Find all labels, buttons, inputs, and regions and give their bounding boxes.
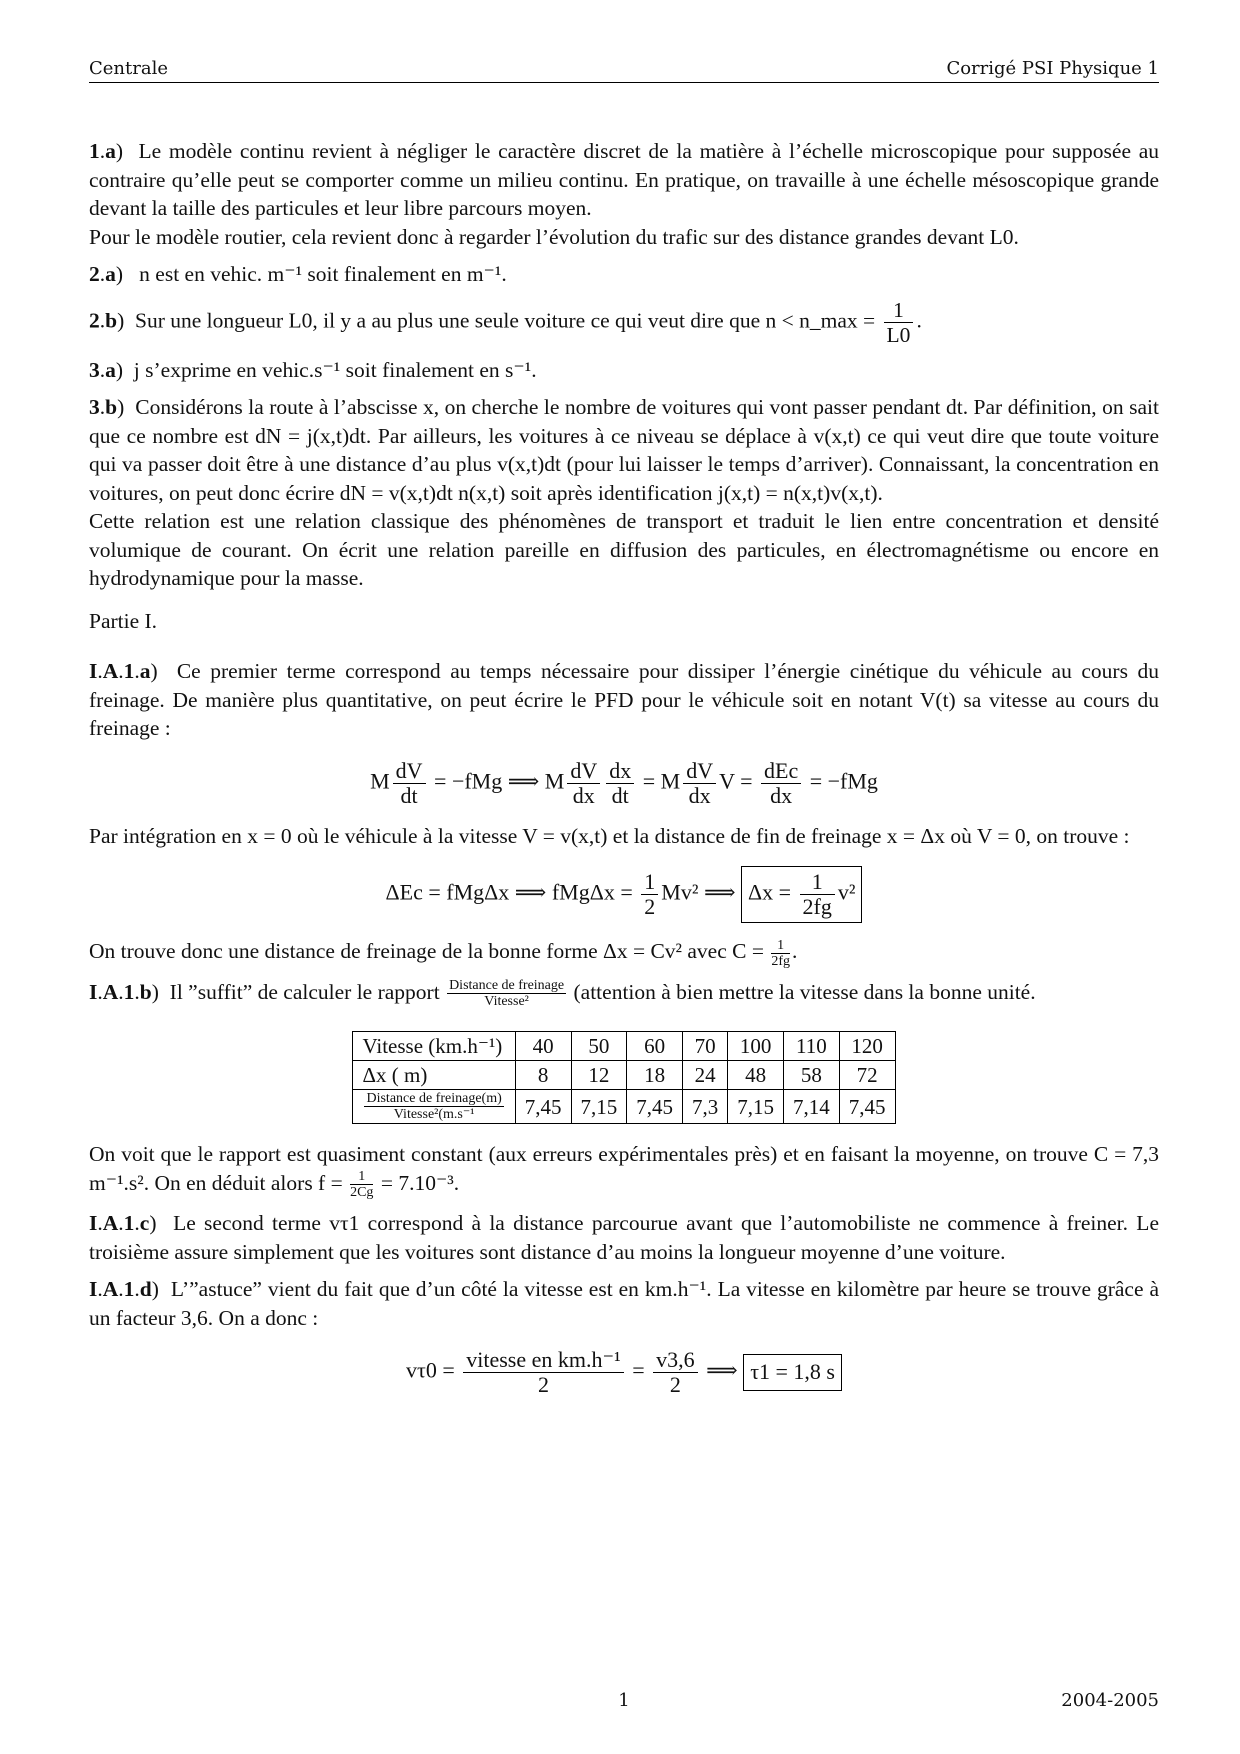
result-box-delta-x: Δx = $\frac{1}{2fg}$ v² <box>741 866 863 923</box>
q1a-paragraph-2: Pour le modèle routier, cela revient donc à regarder l’évolution du trafic sur des distance grandes devant L0. <box>89 224 1019 249</box>
ia1c-label: I.A.1.c) <box>89 1211 157 1236</box>
table-cell: 7,15 <box>728 1090 784 1124</box>
table-cell: 8 <box>515 1061 571 1090</box>
q2a-paragraph <box>89 260 1159 289</box>
table-cell: 120 <box>839 1032 895 1061</box>
equation-energy: ΔEc = fMgΔx ⟹ fMgΔx = $\frac{1}{2}$ Mv² ⟹ Δx = $\frac{1}{2fg}$ v² <box>89 866 1159 923</box>
ia1a-paragraph-3: On trouve donc une distance de freinage de la bonne forme Δx = Cv² avec C = $\frac{1}{2fg}$ . <box>89 937 798 969</box>
table-row <box>353 1090 895 1124</box>
q2a-text: n est en vehic. m⁻¹ soit finalement en m⁻¹. <box>139 262 507 286</box>
table-cell: 7,45 <box>515 1090 571 1124</box>
table-cell: 58 <box>784 1061 840 1090</box>
q3b-paragraph <box>89 393 1159 507</box>
header-right: Corrigé PSI Physique 1 <box>946 58 1159 79</box>
ia1c-paragraph: I.A.1.c) Le second terme vτ1 correspond à la distance parcourue avant que l’automobiliste ne commence à freiner. Le troisième assure simplement que les voitures sont distance d’au moins la longueur moyenne d’une voiture. <box>89 1211 1159 1264</box>
q3b-label: 3.b) <box>89 395 125 419</box>
table-cell: 40 <box>515 1032 571 1061</box>
footer-year: 2004-2005 <box>1061 1690 1159 1711</box>
q3a-text: j s’exprime en vehic.s⁻¹ soit finalement en s⁻¹. <box>133 357 537 382</box>
table-cell: 100 <box>728 1032 784 1061</box>
table-cell: 24 <box>683 1061 728 1090</box>
table-cell: 110 <box>784 1032 840 1061</box>
row-header: Distance de freinage(m) Vitesse²(m.s⁻¹ <box>353 1090 515 1124</box>
ia1a-text: Ce premier terme correspond au temps nécessaire pour dissiper l’énergie cinétique du véhicule au cours du freinage. De manière plus quantitative, on peut écrire le PFD pour le véhicule soit en notant V(t) sa vitesse au cours du freinage : <box>89 659 1160 740</box>
ia1a-label: I.A.1.a) <box>89 659 158 683</box>
ia1d-label: I.A.1.d) <box>89 1277 159 1302</box>
document-page <box>89 0 1159 1754</box>
row-header: Δx ( m) <box>353 1061 515 1090</box>
ia1b-paragraph: I.A.1.b) Il ”suffit” de calculer le rapport Distance de freinage Vitesse² (attention à bien mettre la vitesse dans la bonne unité. <box>89 978 1036 1010</box>
page-header <box>89 58 1159 83</box>
table-cell: 7,3 <box>683 1090 728 1124</box>
row-header: Vitesse (km.h⁻¹) <box>353 1032 515 1061</box>
table-cell: 72 <box>839 1061 895 1090</box>
table-cell: 12 <box>571 1061 627 1090</box>
q2b-paragraph: 2.b) Sur une longueur L0, il y a au plus une seule voiture ce qui veut dire que n < n_max = $\frac{1}{L0}$ . <box>89 297 922 347</box>
table-row <box>353 1032 895 1061</box>
table-cell: 50 <box>571 1032 627 1061</box>
ia1d-paragraph: I.A.1.d) L’”astuce” vient du fait que d’un côté la vitesse est en km.h⁻¹. La vitesse en kilomètre par heure se trouve grâce à un facteur 3,6. On a donc : <box>89 1277 1159 1330</box>
ia1b-label: I.A.1.b) <box>89 979 159 1004</box>
table-cell: 7,45 <box>839 1090 895 1124</box>
table-cell: 18 <box>627 1061 683 1090</box>
q2b-text: Sur une longueur L0, il y a au plus une seule voiture ce qui veut dire que n < n_max = <box>135 307 876 332</box>
table-cell: 48 <box>728 1061 784 1090</box>
q3a-label: 3.a) <box>89 357 124 382</box>
q2b-fraction: $\frac{1}{L0}$ <box>884 298 914 347</box>
table-cell: 7,45 <box>627 1090 683 1124</box>
table-cell: 7,14 <box>784 1090 840 1124</box>
table-cell: 7,15 <box>571 1090 627 1124</box>
q2b-label: 2.b) <box>89 307 125 332</box>
table-cell: 60 <box>627 1032 683 1061</box>
table-cell: 70 <box>683 1032 728 1061</box>
ia1a-paragraph <box>89 657 1159 743</box>
result-box-tau: τ1 = 1,8 s <box>743 1354 842 1391</box>
page-number: 1 <box>618 1690 630 1711</box>
q2a-label: 2.a) <box>89 262 124 286</box>
ia1a-paragraph-2: Par intégration en x = 0 où le véhicule à la vitesse V = v(x,t) et la distance de fin de freinage x = Δx où V = 0, on trouve : <box>89 823 1130 848</box>
q1a-paragraph <box>89 137 1159 223</box>
q1a-text: Le modèle continu revient à négliger le caractère discret de la matière à l’échelle microscopique pour supposée au contraire qu’elle peut se comporter comme un milieu continu. En pratique, on travaille à une échelle mésoscopique grande devant la taille des particules et leur libre parcours moyen. <box>89 139 1160 220</box>
partie-heading: Partie I. <box>89 608 158 633</box>
q3a-paragraph <box>89 356 1159 385</box>
q1a-label: 1.a) <box>89 139 124 163</box>
after-table-paragraph: On voit que le rapport est quasiment constant (aux erreurs expérimentales près) et en faisant la moyenne, on trouve C = 7,3 m⁻¹.s². On en déduit alors f = $\frac{1}{2Cg}$ = 7.10⁻³. <box>89 1142 1159 1201</box>
q3b-paragraph-2: Cette relation est une relation classique des phénomènes de transport et traduit le lien entre concentration et densité volumique de courant. On écrit une relation pareille en diffusion des particules, en électromagnétisme ou encore en hydrodynamique pour la masse. <box>89 509 1159 590</box>
document-body <box>89 137 1159 1411</box>
header-left: Centrale <box>89 58 168 79</box>
equation-pfd: M $\frac{dV}{dt}$ = −fMg ⟹ M $\frac{dV}{dx}$ $\frac{dx}{dt}$ = M $\frac{dV}{dx}$ V = $\frac{\text{dEc}}{dx}$ = −fMg <box>370 757 878 808</box>
table-row <box>353 1061 895 1090</box>
q3b-text: Considérons la route à l’abscisse x, on cherche le nombre de voitures qui vont passer pendant dt. Par définition, on sait que ce nombre est dN = j(x,t)dt. Par ailleurs, les voitures à ce niveau se déplace à v(x,t) ce qui veut dire que toute voiture qui va passer doit être à une distance d’au plus v(x,t)dt (pour lui laisser le temps d’arriver). Connaissant, la concentration en voitures, on peut donc écrire dN = v(x,t)dt n(x,t) soit après identification j(x,t) = n(x,t)v(x,t). <box>89 395 1159 505</box>
equation-tau: vτ0 = $\frac{\text{vitesse en km.h⁻¹}}{2}$ = $\frac{v3,6}{2}$ ⟹ τ1 = 1,8 s <box>89 1348 1159 1397</box>
braking-data-table <box>352 1031 895 1124</box>
